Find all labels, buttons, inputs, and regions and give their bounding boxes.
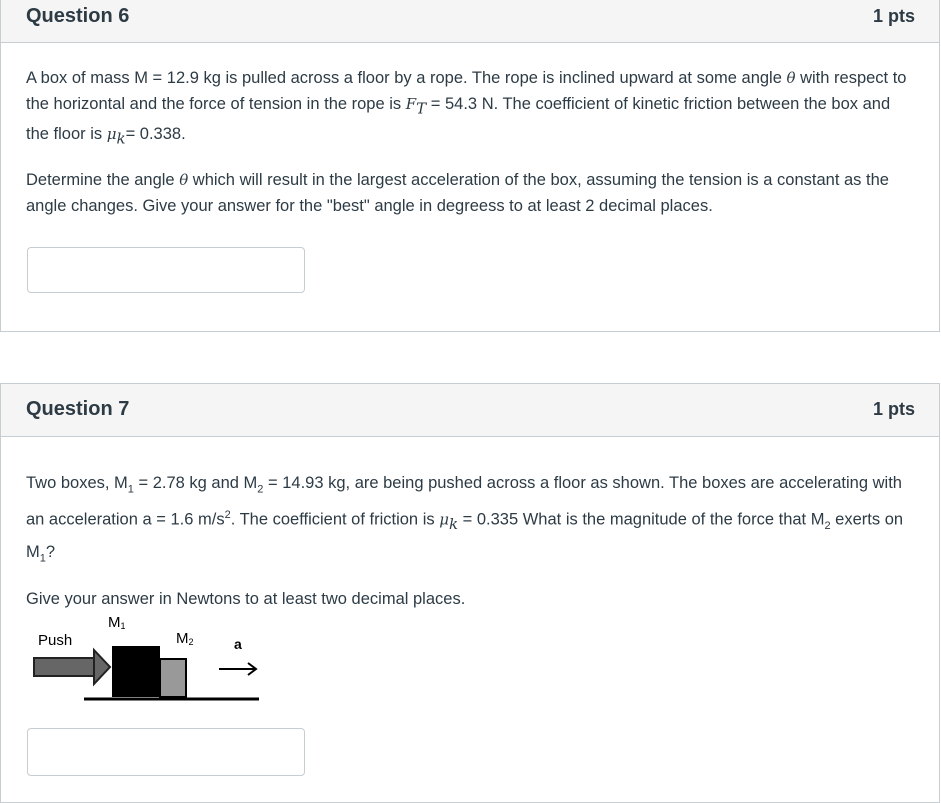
acceleration-label: a [234,636,242,652]
q6-text-1b: with respect to the horizontal and the force of tension in the rope is [26,69,907,113]
m1-label-sub: 1 [120,621,126,631]
push-diagram [26,609,266,709]
m2-label [176,630,194,647]
m1-subscript: 1 [127,483,134,496]
push-label: Push [38,632,73,649]
q7-text-a: Two boxes, M [26,474,128,492]
question-6-header [1,0,939,43]
m1-subscript: 1 [39,552,46,565]
q7-text-e: = 0.335 What is the magnitude of the force that M [458,510,825,529]
question-7-body [1,437,939,612]
question-7-paragraph-2: Give your answer in Newtons to at least two decimal places. [26,590,466,609]
box-m2 [160,659,186,697]
m1-label [108,614,126,631]
q6-text-2a: Determine the angle [26,170,180,189]
q7-text-b: = 2.78 kg and M [133,474,258,492]
q6-text-2b: which will result in the largest acceleration of the box, assuming the tension is a constant as the angle changes. Give your answer for the "best" angle in degreess to at least 2 decimal places. [26,170,889,215]
q7-text-d: . The coefficient of friction is [230,510,440,529]
q7-text-f: exerts on M [26,510,904,562]
question-6-title: Question 6 [26,5,130,27]
tension-subscript: T [416,99,427,118]
question-7-answer-input[interactable] [27,728,305,776]
m2-subscript: 2 [824,520,831,533]
squared-superscript: 2 [224,509,231,522]
m2-subscript: 2 [257,483,264,496]
q6-text-1d: = 0.338. [125,125,186,144]
q6-text-1a: A box of mass M = 12.9 kg is pulled across a floor by a rope. The rope is inclined upward at some angle [26,69,787,87]
tension-symbol: F [405,95,417,113]
question-7 [0,383,940,803]
box-m1 [112,646,160,697]
question-6-points: 1 pts [872,6,915,26]
push-diagram-svg [26,609,266,709]
m1-label-text: M [108,614,121,631]
push-arrow-head [94,650,110,684]
q7-text-g: ? [45,543,56,562]
m2-label-text: M [176,630,189,647]
question-6-paragraph-1 [26,65,914,152]
question-7-points: 1 pts [872,399,915,419]
mu-symbol: μ [439,510,449,529]
q7-text-c: = 14.93 kg, are being pushed across a floor as shown. The boxes are accelerating with an acceleration a = 1.6 m/s [26,474,902,529]
q6-text-1c: = 54.3 N. The coefficient of kinetic friction between the box and the floor is [26,95,891,144]
question-6-paragraph-2 [26,167,914,219]
question-7-title: Question 7 [26,398,130,420]
mu-subscript: k [448,515,459,534]
push-arrow-shaft [34,658,96,676]
question-7-paragraph-1 [26,470,914,571]
theta-symbol: θ [786,69,796,87]
mu-symbol: μ [106,125,117,144]
question-6-body [1,43,939,219]
question-7-header [1,384,939,437]
question-6-answer-input[interactable] [27,247,305,293]
theta-symbol: θ [179,170,189,189]
mu-subscript: k [116,129,126,148]
m2-label-sub: 2 [188,637,194,647]
question-6 [0,0,940,332]
